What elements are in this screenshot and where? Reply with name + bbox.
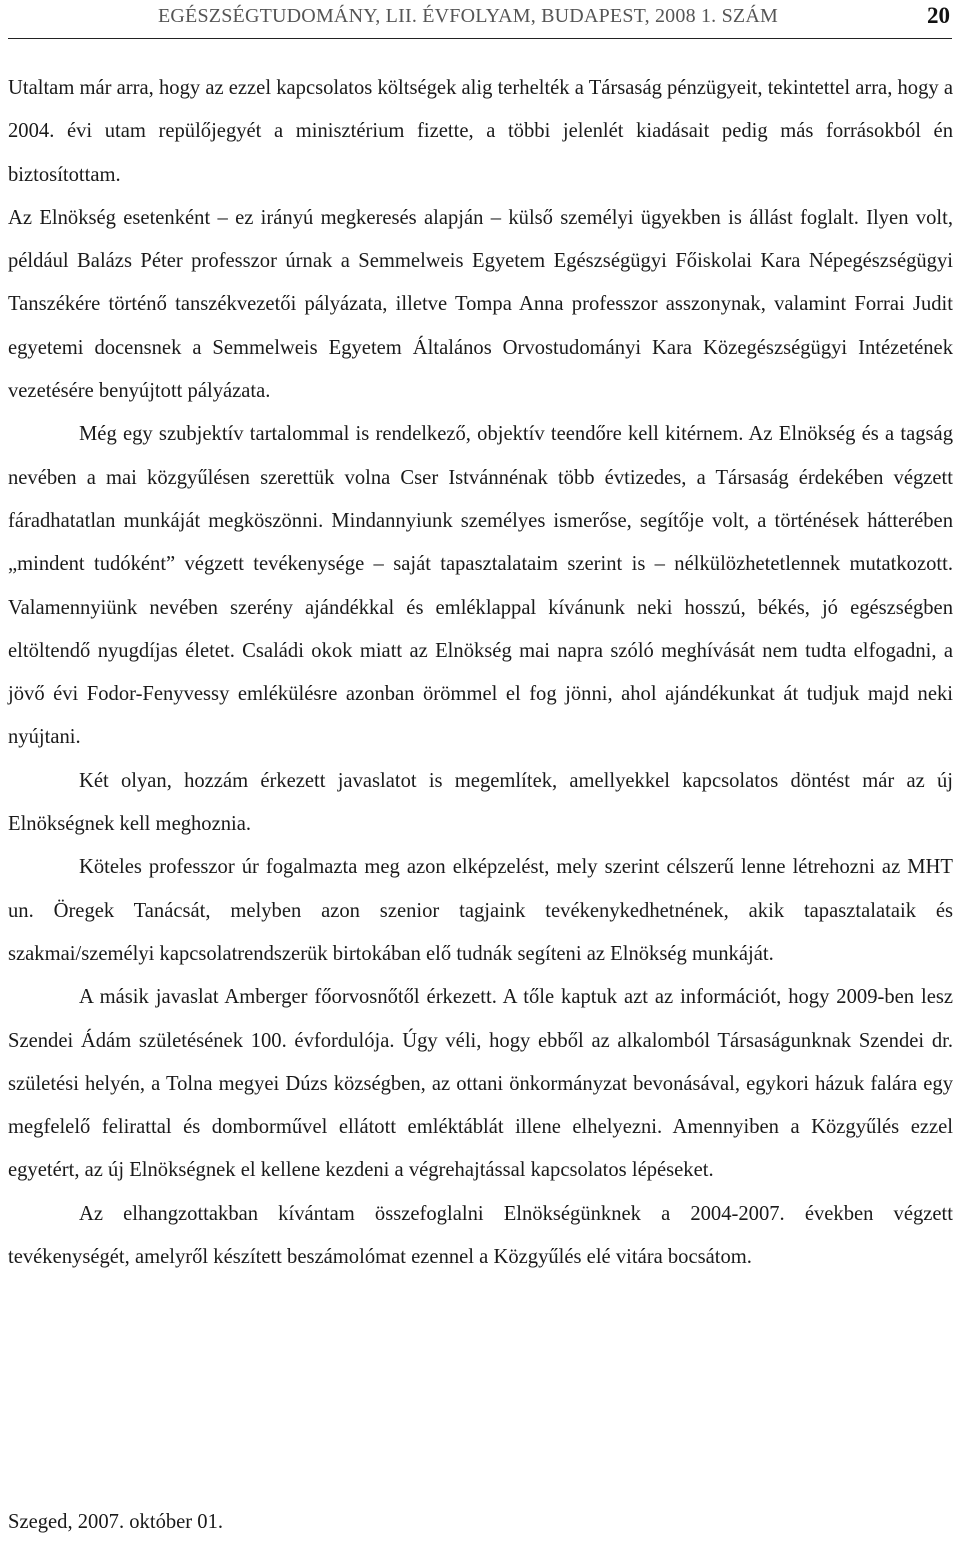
paragraph-proposals-intro: Két olyan, hozzám érkezett javaslatot is megemlítek, amellyekkel kapcsolatos döntést már az új Elnökségnek kell meghoznia.: [8, 769, 953, 836]
paragraph-personal-matters: Az Elnökség esetenként – ez irányú megkeresés alapján – külső személyi ügyekben is állást foglalt. Ilyen volt, például Balázs Péter professzor úrnak a Semmelweis Egyetem Egészségügyi Főiskolai Kara Népegészségügyi Tanszékére történő tanszékvezetői pályázata, illetve Tompa Anna professzor asszonynak, valamint Forrai Judit egyetemi docensnek a Semmelweis Egyetem Általános Orvostudományi Kara Közegészségügyi Intézetének vezetésére benyújtott pályázata.: [8, 206, 953, 403]
page-header: [8, 0, 952, 39]
paragraph-memorial-proposal: A másik javaslat Amberger főorvosnőtől érkezett. A tőle kaptuk azt az információt, hogy 2009-ben lesz Szendei Ádám születésének 100. évfordulója. Úgy véli, hogy ebből az alkalomból Társaságunknak Szendei dr. születési helyén, a Tolna megyei Dúzs községben, az ottani önkormányzat bevonásával, egykori házuk falára egy megfelelő felirattal és domborművel ellátott emléktáblát illene elhelyezni. Amennyiben a Közgyűlés ezzel egyetért, az új Elnökségnek el kellene kezdeni a végrehajtással kapcsolatos lépéseket.: [8, 986, 953, 1182]
journal-title: EGÉSZSÉGTUDOMÁNY, LII. ÉVFOLYAM, BUDAPEST, 2008 1. SZÁM: [158, 5, 778, 27]
paragraph-farewell: Még egy szubjektív tartalommal is rendelkező, objektív teendőre kell kitérnem. Az Elnökség és a tagság nevében a mai közgyűlésen szerettük volna Cser Istvánnénak több évtizedes, a Társaság érdekében végzett fáradhatatlan munkáját megköszönni. Mindannyiunk személyes ismerőse, segítője volt, a történések hátterében „mindent tudóként” végzett tevékenysége – saját tapasztalataim szerint is – nélkülözhetetlennek mutatkozott. Valamennyiünk nevében szerény ajándékkal és emléklappal kívánunk neki hosszú, békés, jó egészségben eltöltendő nyugdíjas életet. Családi okok miatt az Elnökség mai napra szóló meghívását nem tudta elfogadni, a jövő évi Fodor-Fenyvessy emlékülésre azonban örömmel el fog jönni, ahol ajándékunkat át tudjuk majd neki nyújtani.: [8, 423, 953, 749]
page-number: 20: [927, 3, 950, 28]
body-text: [8, 67, 953, 1279]
signature-date: Szeged, 2007. október 01.: [8, 1511, 224, 1533]
paragraph-closing: Az elhangzottakban kívántam összefoglalni Elnökségünknek a 2004-2007. években végzett tevékenységét, amelyről készített beszámolómat ezennel a Közgyűlés elé vitára bocsátom.: [8, 1202, 953, 1269]
paragraph-council-proposal: Köteles professzor úr fogalmazta meg azon elképzelést, mely szerint célszerű lenne létrehozni az MHT un. Öregek Tanácsát, melyben azon szenior tagjaink tevékenykedhetnének, akik tapasztalataik és szakmai/személyi kapcsolatrendszerük birtokában elő tudnák segíteni az Elnökség munkáját.: [8, 856, 953, 965]
paragraph-costs: Utaltam már arra, hogy az ezzel kapcsolatos költségek alig terhelték a Társaság pénzügyeit, tekintettel arra, hogy a 2004. évi utam repülőjegyét a minisztérium fizette, a többi jelenlét kiadásait pedig más forrásokból én biztosítottam.: [8, 77, 953, 186]
